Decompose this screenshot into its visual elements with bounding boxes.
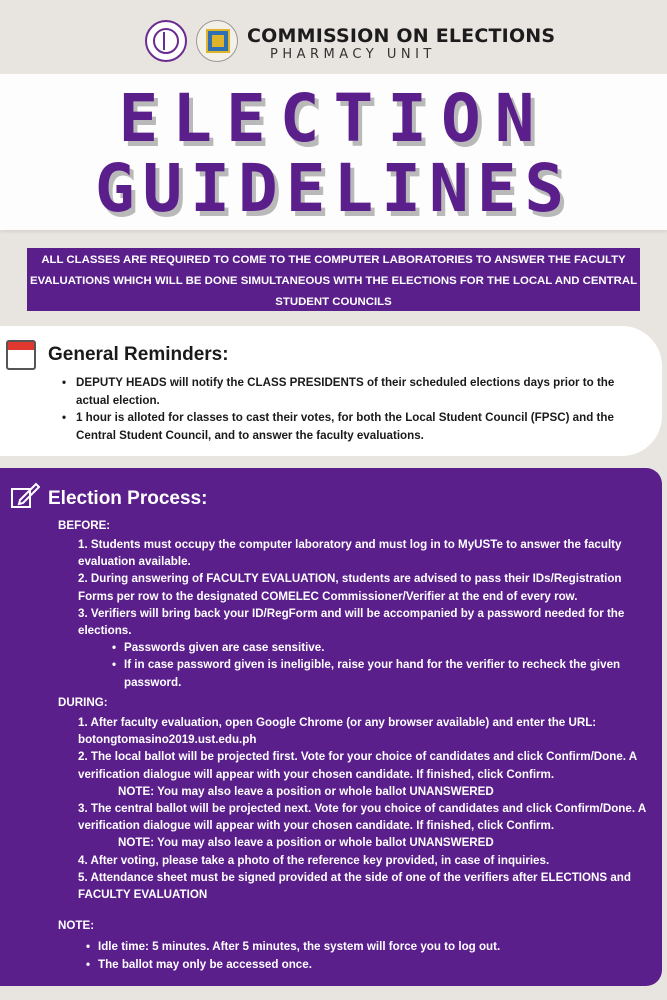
title-line-1: ELECTION [118,80,549,157]
notice-box: ALL CLASSES ARE REQUIRED TO COME TO THE COMPUTER LABORATORIES TO ANSWER THE FACULTY EVALUATIONS WHICH WILL BE DONE SIMULTANEOUS WITH THE ELECTIONS FOR THE LOCAL AND CENTRAL STUDENT COUNCILS [27,248,640,311]
note-label: NOTE: [58,919,95,932]
calendar-icon [6,340,36,370]
step-note: NOTE: You may also leave a position or whole ballot UNANSWERED [118,836,494,850]
process-title: Election Process: [48,488,208,509]
step: 3. Verifiers will bring back your ID/RegForm and will be accompanied by a password needed for the elections. [78,606,625,638]
during-steps [78,714,648,903]
org-title: COMMISSION ON ELECTIONS [247,25,556,47]
before-steps [78,536,648,691]
during-label: DURING: [58,696,108,709]
step: 2. The local ballot will be projected first. Vote for your choice of candidates and click Confirm/Done. A verification dialogue will appear with your chosen candidate. If finished, click Confirm. [78,750,637,781]
sub-step: • If in case password given is ineligible, raise your hand for the verifier to recheck the given password. [112,658,621,689]
list-item: • The ballot may only be accessed once. [86,956,626,974]
list-item: • 1 hour is alloted for classes to cast their votes, for both the Local Student Council (FPSC) and the Central Student Council, and to answer the faculty evaluations. [62,409,622,444]
general-reminders-card [0,326,662,456]
step-note: NOTE: You may also leave a position or whole ballot UNANSWERED [118,784,494,798]
reminders-title: General Reminders: [48,344,229,365]
step: 1. Students must occupy the computer laboratory and must log in to MyUSTe to answer the faculty evaluation available. [78,538,622,569]
university-seal-icon [196,20,238,62]
step: 5. Attendance sheet must be signed provided at the side of one of the verifiers after ELECTIONS and FACULTY EVALUATION [78,870,631,902]
pharmacy-logo-icon [145,20,187,62]
list-item: • Idle time: 5 minutes. After 5 minutes, the system will force you to log out. [86,938,626,956]
step: 3. The central ballot will be projected next. Vote for you choice of candidates and click Confirm/Done. A verification dialogue will appear with your chosen candidate. If finished, click Confirm. [78,802,646,833]
step: 2. During answering of FACULTY EVALUATION, students are advised to pass their IDs/Registration Forms per row to the designated COMELEC Commissioner/Verifier at the end of every row. [78,572,622,603]
notes-list [86,938,626,973]
ballot-pen-icon [10,480,40,510]
step: 4. After voting, please take a photo of the reference key provided, in case of inquiries. [78,853,550,867]
title-line-2: GUIDELINES [94,150,573,227]
step: 1. After faculty evaluation, open Google Chrome (or any browser available) and enter the URL: botongtomasino2019.ust.edu.ph [78,716,597,747]
before-label: BEFORE: [58,519,111,532]
sub-step: • Passwords given are case sensitive. [112,641,325,655]
header [0,18,667,68]
list-item: • DEPUTY HEADS will notify the CLASS PRESIDENTS of their scheduled elections days prior to the actual election. [62,374,622,409]
reminders-list [62,374,622,444]
election-process-card [0,468,662,986]
org-subtitle: PHARMACY UNIT [270,47,436,62]
